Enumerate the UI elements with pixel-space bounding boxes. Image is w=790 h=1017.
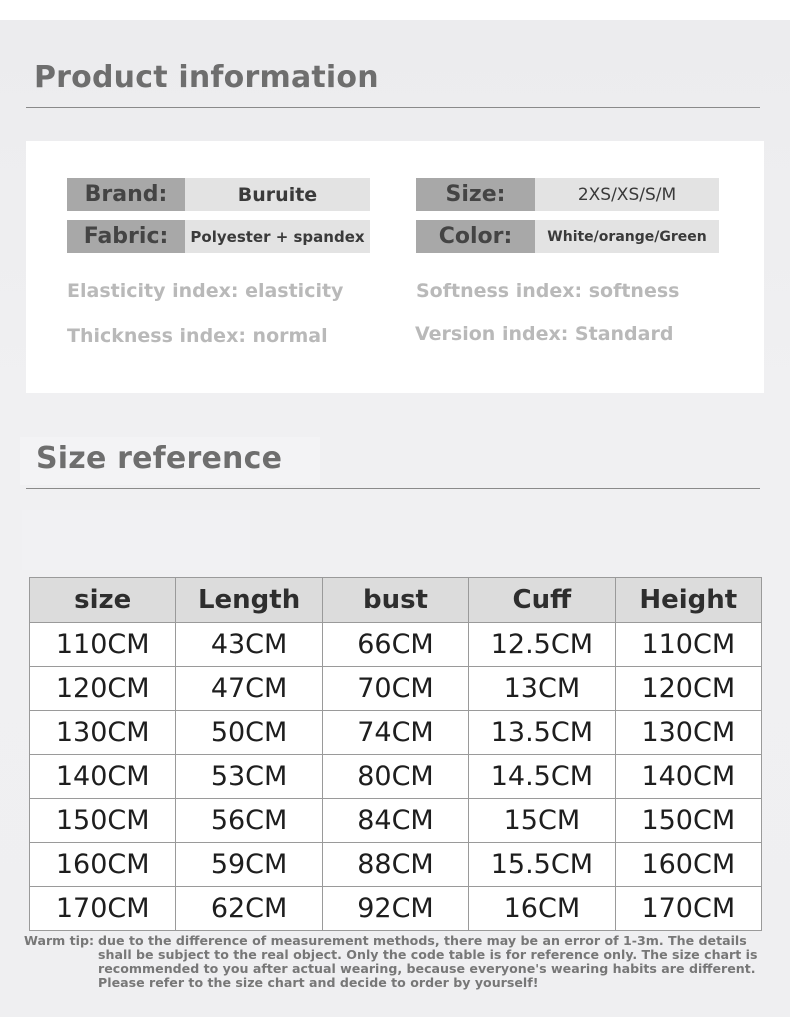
cell-size: 160CM <box>30 843 176 887</box>
cell-length: 59CM <box>176 843 322 887</box>
cell-bust: 70CM <box>322 667 468 711</box>
cell-cuff: 16CM <box>469 887 615 931</box>
column-header-cuff: Cuff <box>469 578 615 623</box>
warm-tip-text: due to the difference of measurement methods, there may be an error of 1-3m. The details shall be subject to the real object. Only the code table is for reference only. The size chart is recommended to you after actual wearing, because everyone's wearing habits are different. Please refer to the size chart and decide to order by yourself! <box>98 933 758 990</box>
fabric-row <box>67 220 370 253</box>
column-header-size: size <box>30 578 176 623</box>
table-row <box>30 711 762 755</box>
product-info-title: Product information <box>34 60 379 95</box>
cell-length: 50CM <box>176 711 322 755</box>
size-table <box>29 577 762 931</box>
size-value: 2XS/XS/S/M <box>535 178 719 211</box>
cell-size: 170CM <box>30 887 176 931</box>
table-row <box>30 667 762 711</box>
color-label: Color: <box>416 220 535 253</box>
decorative-panel <box>22 510 250 570</box>
table-row <box>30 755 762 799</box>
version-index: Version index: Standard <box>415 323 674 345</box>
cell-cuff: 12.5CM <box>469 623 615 667</box>
column-header-height: Height <box>615 578 761 623</box>
brand-value: Buruite <box>185 178 370 211</box>
softness-index: Softness index: softness <box>416 280 680 302</box>
table-header-row <box>30 578 762 623</box>
cell-bust: 66CM <box>322 623 468 667</box>
thickness-index: Thickness index: normal <box>67 325 328 347</box>
cell-height: 150CM <box>615 799 761 843</box>
cell-cuff: 13.5CM <box>469 711 615 755</box>
cell-bust: 92CM <box>322 887 468 931</box>
size-reference-title: Size reference <box>36 441 283 476</box>
size-reference-divider <box>26 488 760 489</box>
cell-length: 43CM <box>176 623 322 667</box>
cell-bust: 80CM <box>322 755 468 799</box>
warm-tip <box>24 934 780 990</box>
cell-length: 56CM <box>176 799 322 843</box>
cell-cuff: 13CM <box>469 667 615 711</box>
cell-height: 160CM <box>615 843 761 887</box>
column-header-bust: bust <box>322 578 468 623</box>
cell-size: 130CM <box>30 711 176 755</box>
cell-cuff: 14.5CM <box>469 755 615 799</box>
size-label: Size: <box>416 178 535 211</box>
table-row <box>30 623 762 667</box>
cell-bust: 74CM <box>322 711 468 755</box>
brand-row <box>67 178 370 211</box>
cell-height: 130CM <box>615 711 761 755</box>
elasticity-index: Elasticity index: elasticity <box>67 280 344 302</box>
table-row <box>30 843 762 887</box>
color-value: White/orange/Green <box>535 220 719 253</box>
cell-size: 110CM <box>30 623 176 667</box>
product-info-divider <box>26 107 760 108</box>
cell-height: 110CM <box>615 623 761 667</box>
fabric-value: Polyester + spandex <box>185 220 370 253</box>
cell-size: 150CM <box>30 799 176 843</box>
warm-tip-label: Warm tip: <box>24 933 95 948</box>
table-row <box>30 887 762 931</box>
fabric-label: Fabric: <box>67 220 185 253</box>
cell-bust: 88CM <box>322 843 468 887</box>
cell-cuff: 15.5CM <box>469 843 615 887</box>
size-row <box>416 178 719 211</box>
cell-bust: 84CM <box>322 799 468 843</box>
cell-height: 170CM <box>615 887 761 931</box>
column-header-length: Length <box>176 578 322 623</box>
cell-size: 140CM <box>30 755 176 799</box>
cell-length: 53CM <box>176 755 322 799</box>
color-row <box>416 220 719 253</box>
cell-size: 120CM <box>30 667 176 711</box>
brand-label: Brand: <box>67 178 185 211</box>
cell-cuff: 15CM <box>469 799 615 843</box>
product-info-card <box>26 141 764 393</box>
cell-height: 120CM <box>615 667 761 711</box>
table-row <box>30 799 762 843</box>
cell-length: 47CM <box>176 667 322 711</box>
cell-length: 62CM <box>176 887 322 931</box>
cell-height: 140CM <box>615 755 761 799</box>
